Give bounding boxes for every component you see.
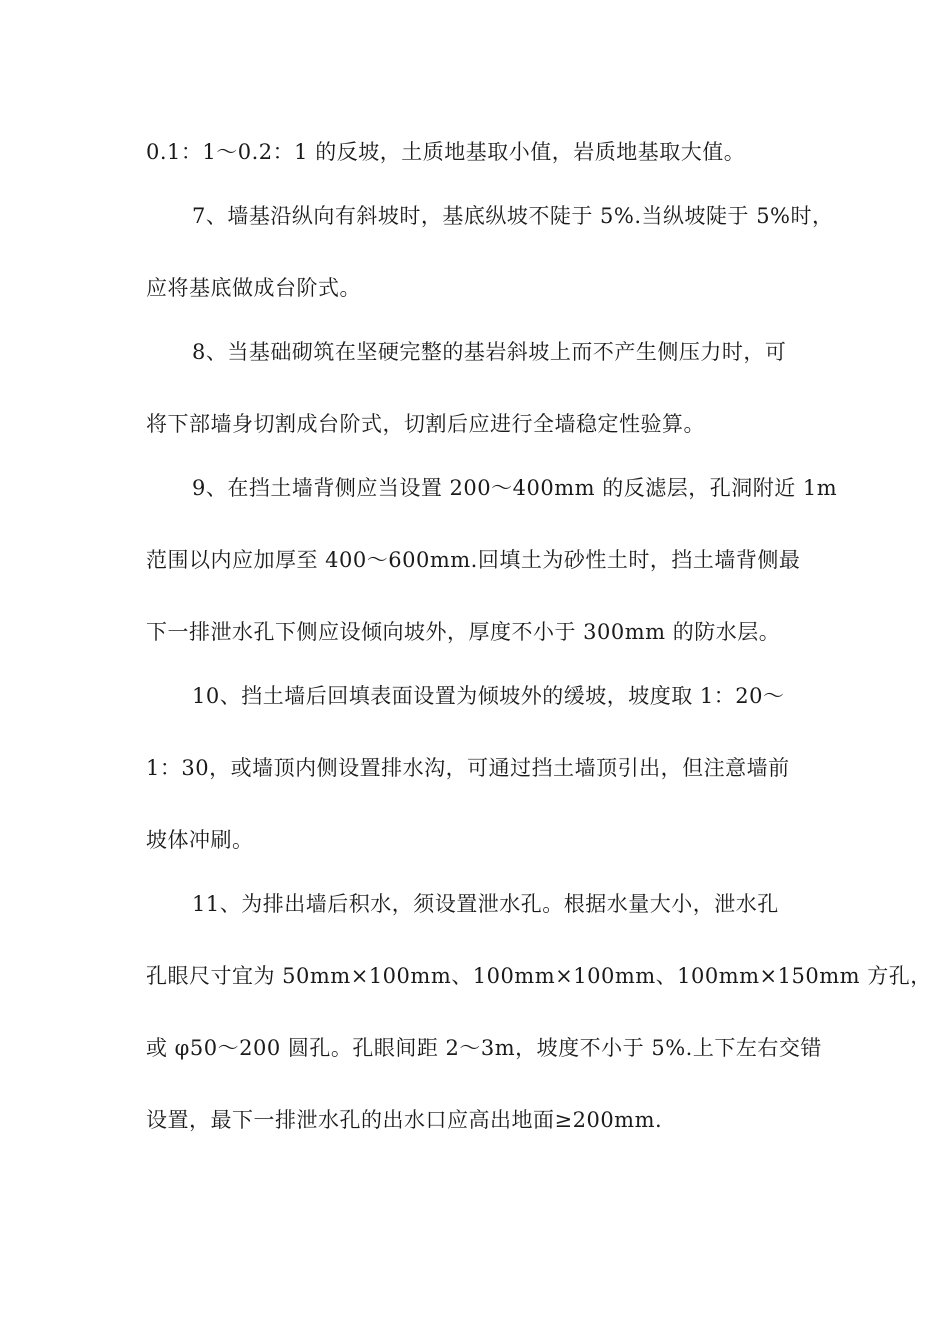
paragraph-8-line-1: 8、当基础砌筑在坚硬完整的基岩斜坡上而不产生侧压力时，可 <box>192 340 787 364</box>
text-line: 坡体冲刷。 <box>146 828 254 852</box>
text-line: 1：30，或墙顶内侧设置排水沟，可通过挡土墙顶引出，但注意墙前 <box>146 756 790 780</box>
paragraph-9-line-1: 9、在挡土墙背侧应当设置 200～400mm 的反滤层，孔洞附近 1m <box>192 476 838 500</box>
text-line: 或 φ50～200 圆孔。孔眼间距 2～3m，坡度不小于 5%.上下左右交错 <box>146 1036 822 1060</box>
text-line: 下一排泄水孔下侧应设倾向坡外，厚度不小于 300mm 的防水层。 <box>146 620 781 644</box>
paragraph-7-line-1: 7、墙基沿纵向有斜坡时，基底纵坡不陡于 5%.当纵坡陡于 5%时， <box>192 204 834 228</box>
paragraph-11-line-1: 11、为排出墙后积水，须设置泄水孔。根据水量大小，泄水孔 <box>192 892 779 916</box>
text-line: 范围以内应加厚至 400～600mm.回填土为砂性土时，挡土墙背侧最 <box>146 548 801 572</box>
paragraph-10-line-1: 10、挡土墙后回填表面设置为倾坡外的缓坡，坡度取 1：20～ <box>192 684 785 708</box>
text-line: 0.1：1～0.2：1 的反坡，土质地基取小值，岩质地基取大值。 <box>146 140 746 164</box>
text-line: 应将基底做成台阶式。 <box>146 276 361 300</box>
text-line: 孔眼尺寸宜为 50mm×100mm、100mm×100mm、100mm×150mm 方孔， <box>146 964 932 988</box>
text-line: 设置，最下一排泄水孔的出水口应高出地面≥200mm. <box>146 1108 663 1132</box>
text-line: 将下部墙身切割成台阶式，切割后应进行全墙稳定性验算。 <box>146 412 705 436</box>
